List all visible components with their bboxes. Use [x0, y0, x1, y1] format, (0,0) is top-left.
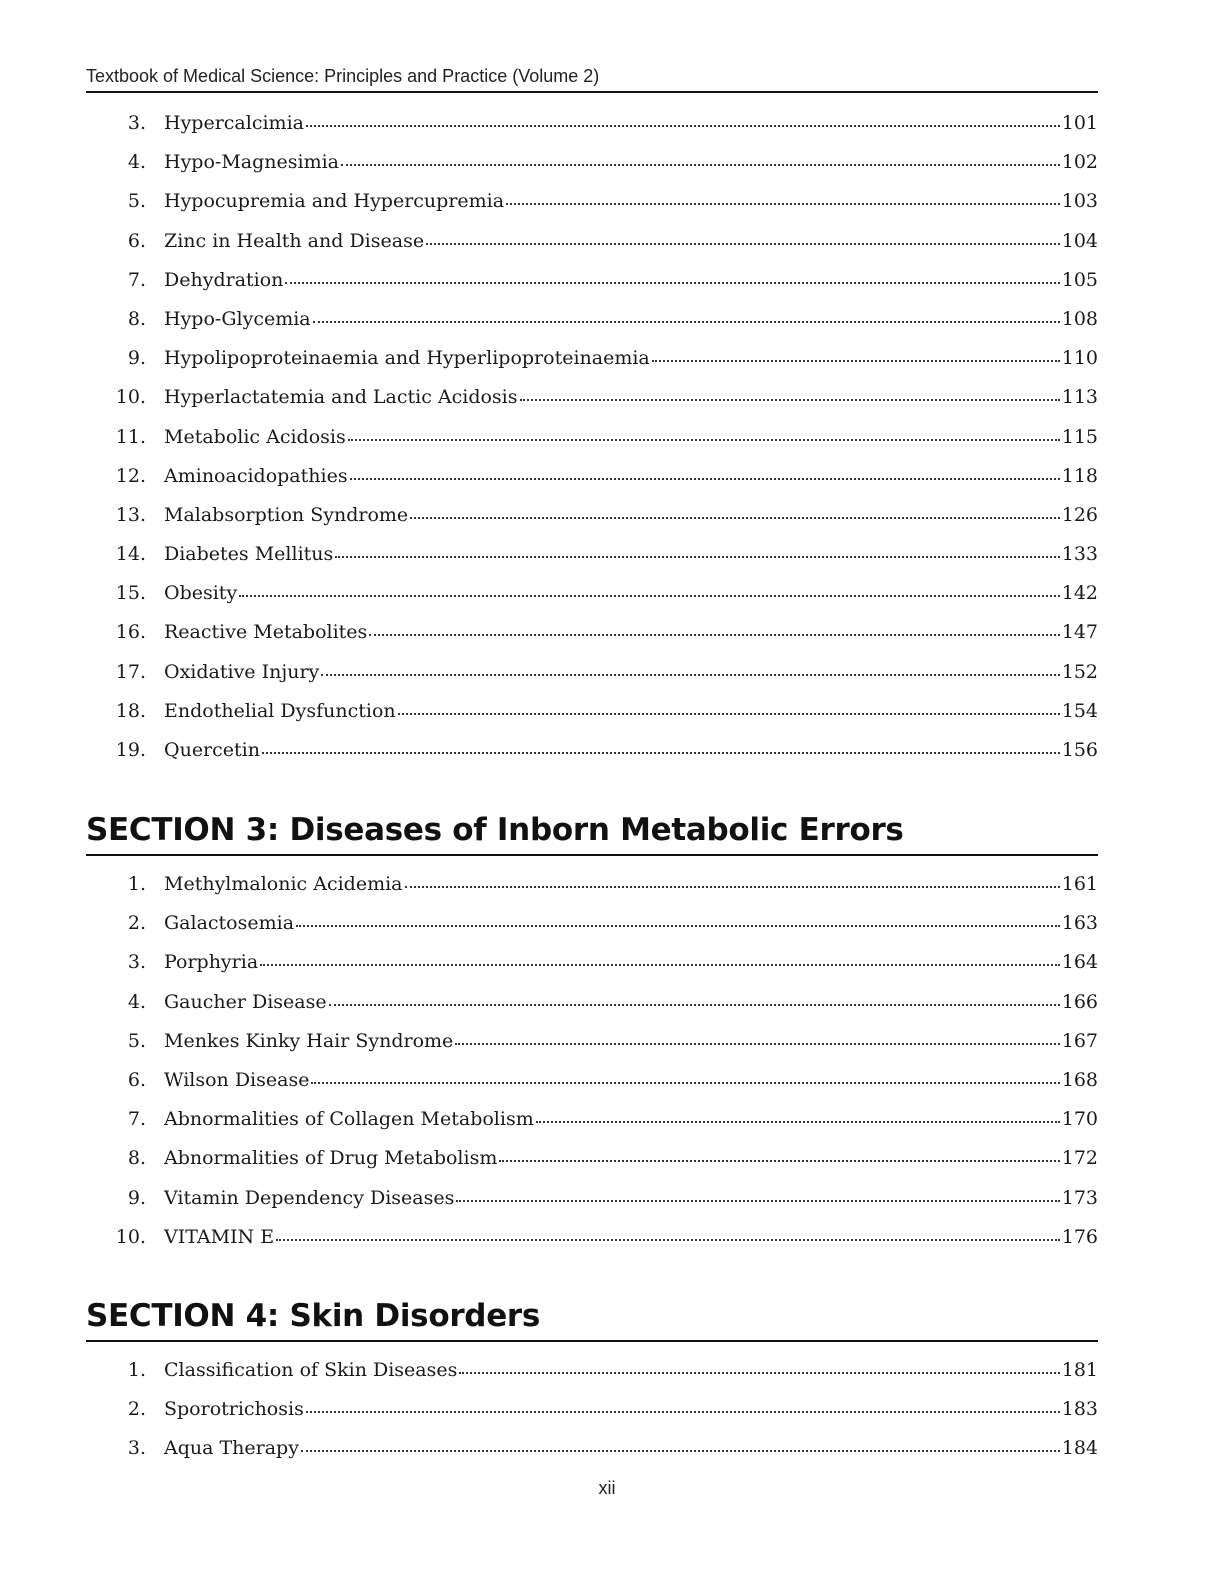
entry-title: Oxidative Injury: [164, 660, 320, 683]
entry-page-number: 142: [1061, 582, 1098, 605]
entry-number: 1.: [127, 873, 146, 895]
dot-leader: [456, 1200, 1059, 1202]
entry-page-number: 118: [1061, 464, 1098, 487]
dot-leader: [426, 243, 1060, 245]
entry-number: 14.: [115, 543, 146, 566]
entry-title: Abnormalities of Collagen Metabolism: [164, 1108, 534, 1131]
toc-entry[interactable]: [86, 865, 1098, 904]
entry-page-number: 115: [1061, 425, 1098, 448]
entry-number: 8.: [127, 307, 146, 330]
dot-leader: [652, 360, 1060, 362]
toc-entry[interactable]: [86, 1218, 1098, 1257]
entry-page-number: 167: [1061, 1029, 1098, 1052]
entry-page-number: 164: [1061, 951, 1098, 974]
entry-title: Aminoacidopathies: [164, 464, 348, 487]
entry-page-number: 126: [1061, 503, 1098, 526]
entry-page-number: 104: [1061, 229, 1098, 252]
entry-title: Galactosemia: [164, 912, 295, 935]
dot-leader: [459, 1372, 1059, 1374]
toc-entry[interactable]: [86, 104, 1098, 143]
entry-title: Porphyria: [164, 951, 259, 974]
entry-number: 13.: [115, 503, 146, 526]
entry-title: Zinc in Health and Disease: [164, 229, 425, 252]
entry-page-number: 172: [1061, 1147, 1098, 1170]
toc-entry[interactable]: [86, 1022, 1098, 1061]
dot-leader: [262, 752, 1060, 754]
dot-leader: [335, 556, 1059, 558]
entry-page-number: 176: [1061, 1225, 1098, 1248]
toc-entry[interactable]: [86, 983, 1098, 1022]
entry-number: 6.: [127, 229, 146, 252]
entry-title: Dehydration: [164, 268, 284, 291]
toc-entry[interactable]: [86, 182, 1098, 221]
dot-leader: [455, 1043, 1059, 1045]
entry-number: 18.: [115, 699, 146, 722]
entry-page-number: 152: [1061, 660, 1098, 683]
entry-number: 3.: [127, 951, 146, 974]
entry-title: Vitamin Dependency Diseases: [164, 1186, 455, 1209]
toc-entry[interactable]: [86, 143, 1098, 182]
entry-number: 7.: [127, 1108, 146, 1131]
dot-leader: [405, 886, 1060, 888]
toc-entry[interactable]: [86, 1179, 1098, 1218]
dot-leader: [369, 634, 1059, 636]
entry-title: Endothelial Dysfunction: [164, 699, 396, 722]
dot-leader: [329, 1004, 1060, 1006]
dot-leader: [398, 713, 1060, 715]
dot-leader: [520, 399, 1060, 401]
toc-list: [86, 1351, 1098, 1469]
toc-entry[interactable]: [86, 1390, 1098, 1429]
entry-page-number: 133: [1061, 543, 1098, 566]
entry-page-number: 181: [1061, 1359, 1098, 1381]
entry-page-number: 156: [1061, 739, 1098, 761]
toc-entry[interactable]: [86, 1351, 1098, 1390]
entry-number: 9.: [127, 1186, 146, 1209]
entry-page-number: 166: [1061, 990, 1098, 1013]
entry-title: Methylmalonic Acidemia: [164, 873, 403, 895]
entry-title: Diabetes Mellitus: [164, 543, 334, 566]
entry-page-number: 108: [1061, 307, 1098, 330]
dot-leader: [499, 1160, 1059, 1162]
toc-entry[interactable]: [86, 574, 1098, 613]
entry-page-number: 103: [1061, 190, 1098, 213]
toc-entry[interactable]: [86, 339, 1098, 378]
toc-entry[interactable]: [86, 904, 1098, 943]
entry-number: 16.: [115, 621, 146, 644]
dot-leader: [260, 964, 1060, 966]
toc-entry[interactable]: [86, 418, 1098, 457]
entry-page-number: 147: [1061, 621, 1098, 644]
dot-leader: [301, 1450, 1060, 1452]
entry-number: 4.: [127, 151, 146, 174]
entry-title: Hypercalcimia: [164, 112, 304, 134]
entry-page-number: 161: [1061, 873, 1098, 895]
entry-number: 12.: [115, 464, 146, 487]
entry-title: Malabsorption Syndrome: [164, 503, 409, 526]
dot-leader: [276, 1239, 1060, 1241]
entry-title: Reactive Metabolites: [164, 621, 368, 644]
toc-entry[interactable]: [86, 1139, 1098, 1178]
entry-page-number: 173: [1061, 1186, 1098, 1209]
toc-entry[interactable]: [86, 731, 1098, 770]
entry-page-number: 102: [1061, 151, 1098, 174]
toc-section-3: [86, 865, 1098, 1257]
entry-number: 10.: [115, 1225, 146, 1248]
entry-page-number: 184: [1061, 1437, 1098, 1460]
entry-title: Obesity: [164, 582, 238, 605]
entry-number: 10.: [115, 386, 146, 409]
dot-leader: [296, 925, 1060, 927]
entry-title: Hyperlactatemia and Lactic Acidosis: [164, 386, 518, 409]
dot-leader: [306, 125, 1060, 127]
entry-number: 2.: [127, 1398, 146, 1421]
entry-title: Classification of Skin Diseases: [164, 1359, 458, 1381]
dot-leader: [348, 439, 1060, 441]
entry-page-number: 105: [1061, 268, 1098, 291]
entry-number: 17.: [115, 660, 146, 683]
entry-title: Wilson Disease: [164, 1068, 310, 1091]
toc-entry[interactable]: [86, 943, 1098, 982]
entry-title: Hypo-Glycemia: [164, 307, 311, 330]
toc-entry[interactable]: [86, 378, 1098, 417]
toc-entry[interactable]: [86, 613, 1098, 652]
dot-leader: [350, 478, 1060, 480]
entry-page-number: 101: [1061, 112, 1098, 134]
entry-title: Hypolipoproteinaemia and Hyperlipoproteinaemia: [164, 347, 650, 370]
entry-number: 8.: [127, 1147, 146, 1170]
toc-entry[interactable]: [86, 222, 1098, 261]
toc-entry[interactable]: [86, 300, 1098, 339]
entry-number: 5.: [127, 1029, 146, 1052]
entry-title: Aqua Therapy: [164, 1437, 299, 1460]
entry-number: 3.: [127, 1437, 146, 1460]
dot-leader: [321, 674, 1059, 676]
entry-number: 15.: [115, 582, 146, 605]
entry-title: Quercetin: [164, 739, 260, 761]
entry-number: 6.: [127, 1068, 146, 1091]
entry-title: Menkes Kinky Hair Syndrome: [164, 1029, 454, 1052]
toc-entry[interactable]: [86, 535, 1098, 574]
dot-leader: [285, 282, 1059, 284]
dot-leader: [506, 203, 1060, 205]
entry-title: Abnormalities of Drug Metabolism: [164, 1147, 498, 1170]
entry-title: VITAMIN E: [164, 1225, 275, 1248]
entry-page-number: 154: [1061, 699, 1098, 722]
toc-entry[interactable]: [86, 692, 1098, 731]
entry-number: 7.: [127, 268, 146, 291]
section-4-heading: SECTION 4: Skin Disorders: [86, 1298, 1098, 1342]
entry-number: 2.: [127, 912, 146, 935]
toc-section-2-continued: [86, 104, 1098, 770]
entry-number: 3.: [127, 112, 146, 134]
toc-entry[interactable]: [86, 1061, 1098, 1100]
dot-leader: [536, 1121, 1060, 1123]
entry-page-number: 170: [1061, 1108, 1098, 1131]
dot-leader: [341, 164, 1060, 166]
toc-entry[interactable]: [86, 653, 1098, 692]
entry-number: 19.: [115, 739, 146, 761]
toc-entry[interactable]: [86, 1429, 1098, 1468]
toc-section-4: [86, 1351, 1098, 1469]
entry-page-number: 110: [1061, 347, 1098, 370]
entry-number: 4.: [127, 990, 146, 1013]
entry-title: Metabolic Acidosis: [164, 425, 346, 448]
dot-leader: [410, 517, 1060, 519]
entry-title: Gaucher Disease: [164, 990, 327, 1013]
dot-leader: [311, 1082, 1059, 1084]
toc-entry[interactable]: [86, 457, 1098, 496]
toc-entry[interactable]: [86, 1100, 1098, 1139]
entry-page-number: 183: [1061, 1398, 1098, 1421]
entry-page-number: 168: [1061, 1068, 1098, 1091]
page-number: xii: [598, 1478, 616, 1498]
entry-number: 11.: [115, 425, 146, 448]
dot-leader: [239, 595, 1060, 597]
entry-page-number: 163: [1061, 912, 1098, 935]
toc-entry[interactable]: [86, 496, 1098, 535]
entry-number: 5.: [127, 190, 146, 213]
toc-list: [86, 104, 1098, 770]
entry-page-number: 113: [1061, 386, 1098, 409]
entry-title: Hypocupremia and Hypercupremia: [164, 190, 505, 213]
entry-title: Sporotrichosis: [164, 1398, 304, 1421]
running-header: Textbook of Medical Science: Principles and Practice (Volume 2): [86, 66, 1098, 93]
toc-entry[interactable]: [86, 261, 1098, 300]
entry-number: 9.: [127, 347, 146, 370]
section-3-heading: SECTION 3: Diseases of Inborn Metabolic Errors: [86, 812, 1098, 856]
dot-leader: [306, 1411, 1060, 1413]
dot-leader: [313, 321, 1060, 323]
entry-number: 1.: [127, 1359, 146, 1381]
toc-list: [86, 865, 1098, 1257]
entry-title: Hypo-Magnesimia: [164, 151, 339, 174]
